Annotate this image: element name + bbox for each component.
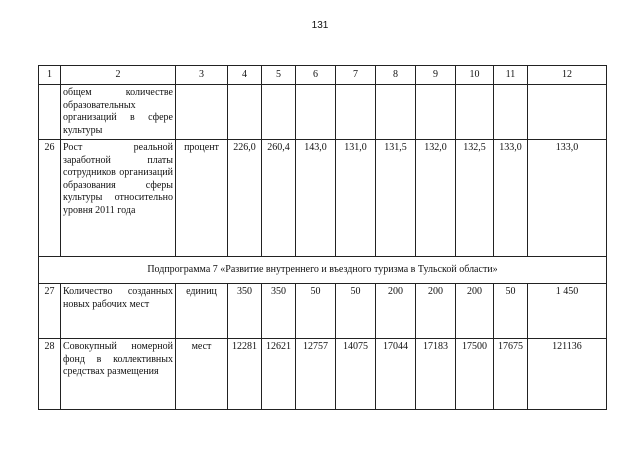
value-cell: 131,0: [336, 140, 376, 257]
value-cell: 260,4: [262, 140, 296, 257]
value-cell: 50: [494, 284, 528, 339]
header-cell: 12: [528, 66, 607, 85]
value-cell: [228, 85, 262, 140]
indicators-table: [38, 65, 607, 410]
header-cell: 1: [39, 66, 61, 85]
value-cell: 350: [262, 284, 296, 339]
value-cell: 14075: [336, 339, 376, 410]
value-cell: 50: [336, 284, 376, 339]
value-cell: [262, 85, 296, 140]
value-cell: 17183: [416, 339, 456, 410]
header-row: [39, 66, 607, 85]
header-cell: 8: [376, 66, 416, 85]
value-cell: 12621: [262, 339, 296, 410]
value-cell: [416, 85, 456, 140]
value-cell: 121136: [528, 339, 607, 410]
value-cell: 200: [416, 284, 456, 339]
indicator-name: Рост реальной заработной платы сотрудников организаций образования сферы культуры относительно уровня 2011 года: [61, 140, 176, 257]
header-cell: 7: [336, 66, 376, 85]
header-cell: 3: [176, 66, 228, 85]
value-cell: 17500: [456, 339, 494, 410]
value-cell: 132,0: [416, 140, 456, 257]
unit-cell: процент: [176, 140, 228, 257]
value-cell: [494, 85, 528, 140]
header-cell: 10: [456, 66, 494, 85]
value-cell: 12281: [228, 339, 262, 410]
indicator-name: Количество созданных новых рабочих мест: [61, 284, 176, 339]
value-cell: [296, 85, 336, 140]
value-cell: 132,5: [456, 140, 494, 257]
value-cell: 12757: [296, 339, 336, 410]
value-cell: [376, 85, 416, 140]
value-cell: 133,0: [494, 140, 528, 257]
unit-cell: мест: [176, 339, 228, 410]
table-row: [39, 85, 607, 140]
value-cell: 1 450: [528, 284, 607, 339]
value-cell: 226,0: [228, 140, 262, 257]
value-cell: [456, 85, 494, 140]
section-row: [39, 257, 607, 284]
value-cell: 133,0: [528, 140, 607, 257]
value-cell: [528, 85, 607, 140]
value-cell: 17675: [494, 339, 528, 410]
section-title: Подпрограмма 7 «Развитие внутреннего и въездного туризма в Тульской области»: [39, 257, 607, 284]
row-number: 27: [39, 284, 61, 339]
value-cell: 350: [228, 284, 262, 339]
value-cell: 17044: [376, 339, 416, 410]
table-row: [39, 140, 607, 257]
unit-cell: единиц: [176, 284, 228, 339]
value-cell: 50: [296, 284, 336, 339]
row-number: 26: [39, 140, 61, 257]
header-cell: 5: [262, 66, 296, 85]
indicator-name: общем количестве образовательных организаций в сфере культуры: [61, 85, 176, 140]
header-cell: 4: [228, 66, 262, 85]
row-number: [39, 85, 61, 140]
header-cell: 2: [61, 66, 176, 85]
header-cell: 6: [296, 66, 336, 85]
header-cell: 9: [416, 66, 456, 85]
page-number: 131: [311, 20, 329, 31]
table-row: [39, 339, 607, 410]
indicator-name: Совокупный номерной фонд в коллективных средствах размещения: [61, 339, 176, 410]
value-cell: 143,0: [296, 140, 336, 257]
row-number: 28: [39, 339, 61, 410]
table-row: [39, 284, 607, 339]
value-cell: 200: [456, 284, 494, 339]
header-cell: 11: [494, 66, 528, 85]
value-cell: [336, 85, 376, 140]
value-cell: 200: [376, 284, 416, 339]
unit-cell: [176, 85, 228, 140]
value-cell: 131,5: [376, 140, 416, 257]
